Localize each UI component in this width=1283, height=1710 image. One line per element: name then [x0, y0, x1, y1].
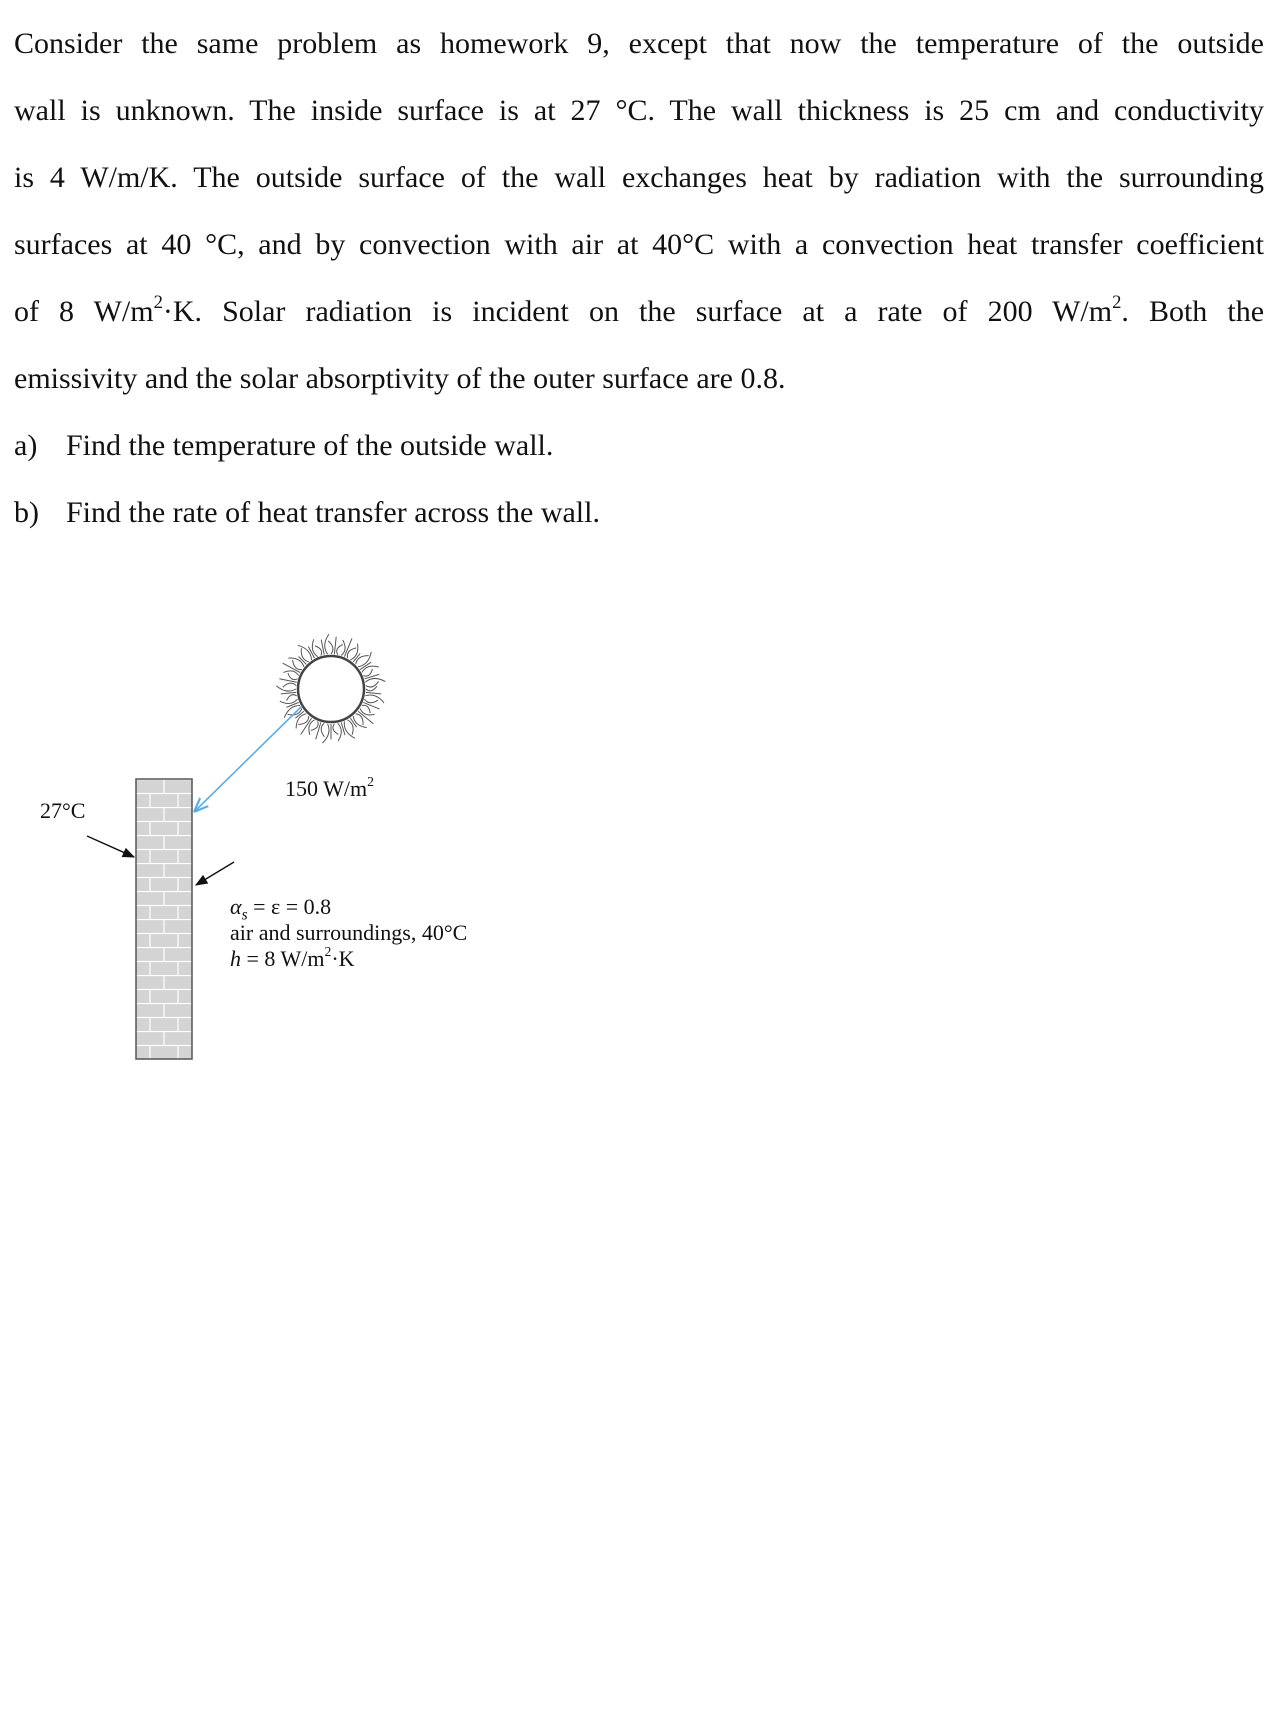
- sun-ray: [360, 708, 374, 715]
- problem-line-5: [14, 278, 1264, 345]
- sun-ray: [338, 723, 341, 741]
- question-b: [14, 479, 600, 546]
- wall-diagram: [30, 630, 530, 1070]
- solar-flux-value: 150 W/m: [285, 776, 368, 801]
- sun-ray: [333, 724, 338, 735]
- problem-line-6: emissivity and the solar absorptivity of the outer surface are 0.8.: [14, 362, 786, 395]
- sun-ray: [321, 723, 324, 737]
- question-a-text: Find the temperature of the outside wall.: [66, 429, 554, 462]
- outside-surface-arrow: [196, 862, 234, 885]
- sun-ray: [358, 711, 373, 724]
- sun-ray: [365, 678, 385, 682]
- problem-line-1: Consider the same problem as homework 9, except that now the temperature of the outside: [14, 27, 1264, 60]
- sun-icon: [276, 634, 385, 743]
- sun-ray: [315, 646, 322, 656]
- line5-part-b: ·K. Solar radiation is incident on the surface at a rate of 200 W/m: [162, 295, 1113, 328]
- line5-part-c: . Both the: [1121, 295, 1265, 328]
- problem-line-4: surfaces at 40 °C, and by convection with air at 40°C with a convection heat transfer coefficient: [14, 228, 1264, 261]
- air-surroundings-label: air and surroundings, 40°C: [230, 920, 468, 945]
- h-unit-tail: ·K: [331, 946, 355, 971]
- sun-ray: [281, 692, 296, 694]
- sun-ray: [309, 720, 315, 735]
- line5-superscript-1: 2: [153, 292, 163, 314]
- sun-ray: [280, 699, 298, 703]
- sun-ray: [337, 645, 343, 655]
- h-value: = 8 W/m: [241, 946, 325, 971]
- alpha-subscript: s: [241, 906, 248, 924]
- sun-ray: [348, 720, 354, 735]
- inside-temp-arrow: [87, 836, 134, 857]
- sun-ray: [288, 673, 298, 680]
- sun-ray: [283, 671, 298, 676]
- problem-line-3: is 4 W/m/K. The outside surface of the wall exchanges heat by radiation with the surrounding: [14, 161, 1264, 194]
- inside-temperature-label: 27°C: [40, 798, 86, 823]
- properties-rest: = ε = 0.8: [247, 894, 332, 919]
- sun-ray: [365, 699, 378, 703]
- solar-flux-superscript: 2: [367, 774, 374, 790]
- alpha-symbol: α: [230, 894, 242, 919]
- brick-wall: [136, 779, 192, 1059]
- sun-ray: [334, 637, 336, 655]
- h-symbol: h: [230, 946, 241, 971]
- sun-ray: [322, 724, 329, 743]
- sun-ray: [363, 669, 372, 676]
- sun-ray: [312, 639, 317, 656]
- line5-part-a: of 8 W/m: [14, 295, 154, 328]
- convection-coefficient-label: [230, 946, 355, 972]
- solar-flux-label: [285, 776, 374, 802]
- sun-ray: [311, 721, 318, 730]
- question-a: [14, 412, 553, 479]
- sun-ray: [287, 695, 297, 701]
- question-b-text: Find the rate of heat transfer across the wall.: [66, 496, 600, 529]
- sun-ray: [301, 718, 312, 735]
- h-superscript: 2: [324, 944, 332, 960]
- sun-ray: [328, 641, 333, 654]
- question-b-label: b): [14, 496, 39, 529]
- wall-diagram-svg: [30, 630, 530, 1070]
- sun-ray: [341, 640, 345, 656]
- sun-ray: [283, 683, 296, 687]
- problem-line-2: wall is unknown. The inside surface is at 27 °C. The wall thickness is 25 cm and conductivity: [14, 94, 1264, 127]
- question-a-label: a): [14, 429, 38, 462]
- line5-superscript-2: 2: [1112, 292, 1122, 314]
- sun-ray: [276, 686, 296, 691]
- sun-ray: [366, 692, 381, 694]
- problem-statement: [14, 10, 1264, 412]
- sun-ray: [362, 705, 370, 713]
- sun-ray: [325, 634, 329, 654]
